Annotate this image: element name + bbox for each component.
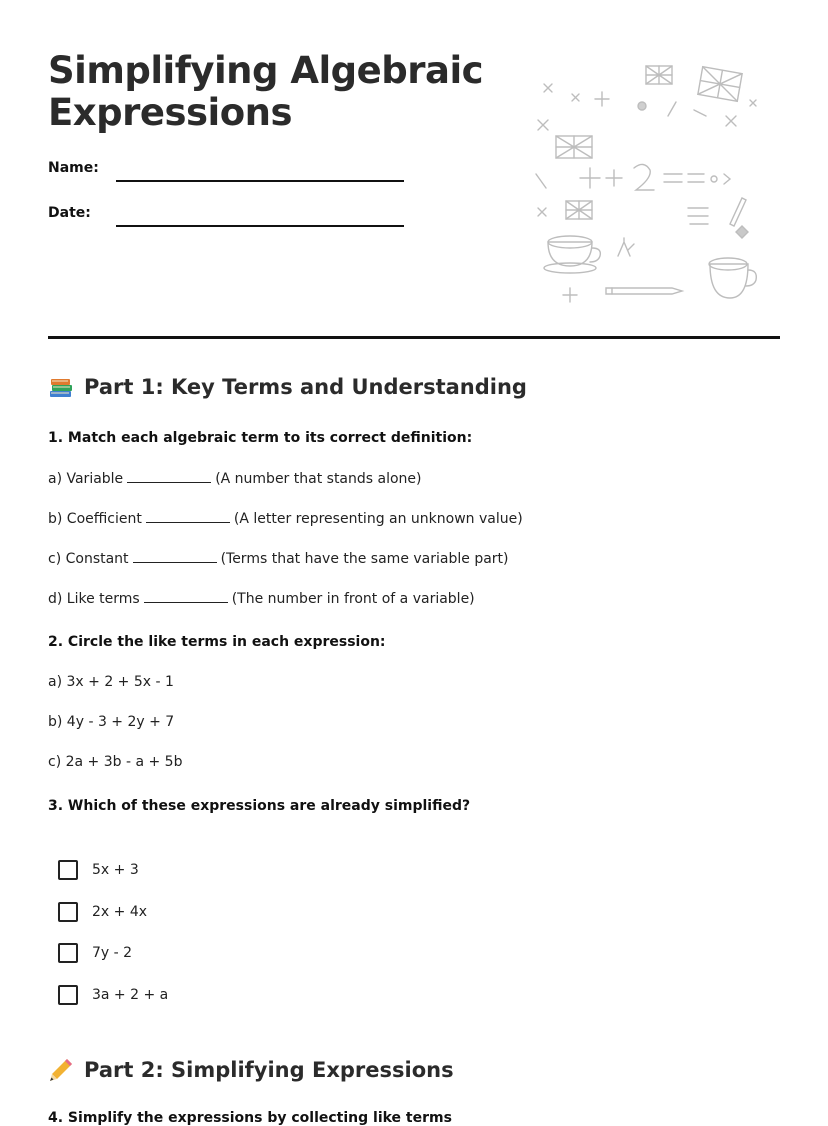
answer-blank[interactable] (133, 550, 217, 563)
answer-blank[interactable] (144, 590, 228, 603)
date-field[interactable] (116, 225, 404, 227)
checkbox[interactable] (58, 860, 78, 880)
answer-blank[interactable] (146, 510, 230, 523)
checkbox-option (58, 943, 132, 963)
match-item (48, 510, 523, 527)
books-icon (48, 374, 74, 400)
checkbox-option (58, 860, 139, 880)
expression-item: c) 2a + 3b - a + 5b (48, 754, 183, 770)
checkbox-option (58, 902, 147, 922)
page-title: Simplifying Algebraic Expressions (48, 49, 484, 134)
checkbox-option (58, 985, 168, 1005)
part1-heading-text: Part 1: Key Terms and Understanding (84, 375, 527, 399)
flag-icon (698, 67, 742, 102)
section-divider (48, 336, 780, 339)
part1-heading (48, 374, 527, 400)
checkbox-label: 7y - 2 (92, 945, 133, 961)
question-1-prompt: 1. Match each algebraic term to its correct definition: (48, 430, 473, 446)
match-term: a) Variable (48, 471, 124, 487)
match-item (48, 550, 509, 567)
match-definition: (A number that stands alone) (215, 471, 422, 487)
question-2-prompt: 2. Circle the like terms in each expression: (48, 634, 386, 650)
part2-heading-text: Part 2: Simplifying Expressions (84, 1058, 454, 1082)
match-definition: (The number in front of a variable) (231, 591, 475, 607)
checkbox-label: 5x + 3 (92, 862, 139, 878)
question-4-prompt: 4. Simplify the expressions by collecting like terms (48, 1110, 452, 1126)
expression-item: b) 4y - 3 + 2y + 7 (48, 714, 175, 730)
match-term: b) Coefficient (48, 511, 142, 527)
part2-heading (48, 1057, 454, 1083)
name-field[interactable] (116, 180, 404, 182)
match-definition: (Terms that have the same variable part) (220, 551, 509, 567)
match-definition: (A letter representing an unknown value) (233, 511, 523, 527)
checkbox[interactable] (58, 985, 78, 1005)
expression-item: a) 3x + 2 + 5x - 1 (48, 674, 174, 690)
answer-blank[interactable] (127, 470, 211, 483)
match-item (48, 590, 475, 607)
match-term: d) Like terms (48, 591, 140, 607)
flag-icon (556, 136, 592, 158)
date-label: Date: (48, 205, 91, 221)
name-label: Name: (48, 160, 99, 176)
checkbox-label: 2x + 4x (92, 904, 148, 920)
match-term: c) Constant (48, 551, 129, 567)
match-item (48, 470, 422, 487)
flag-icon (646, 66, 672, 84)
question-3-prompt: 3. Which of these expressions are already simplified? (48, 798, 471, 814)
pencil-icon (48, 1057, 74, 1083)
flag-icon (566, 201, 592, 219)
checkbox[interactable] (58, 943, 78, 963)
checkbox-label: 3a + 2 + a (92, 987, 169, 1003)
doodle-illustration (528, 56, 768, 306)
checkbox[interactable] (58, 902, 78, 922)
